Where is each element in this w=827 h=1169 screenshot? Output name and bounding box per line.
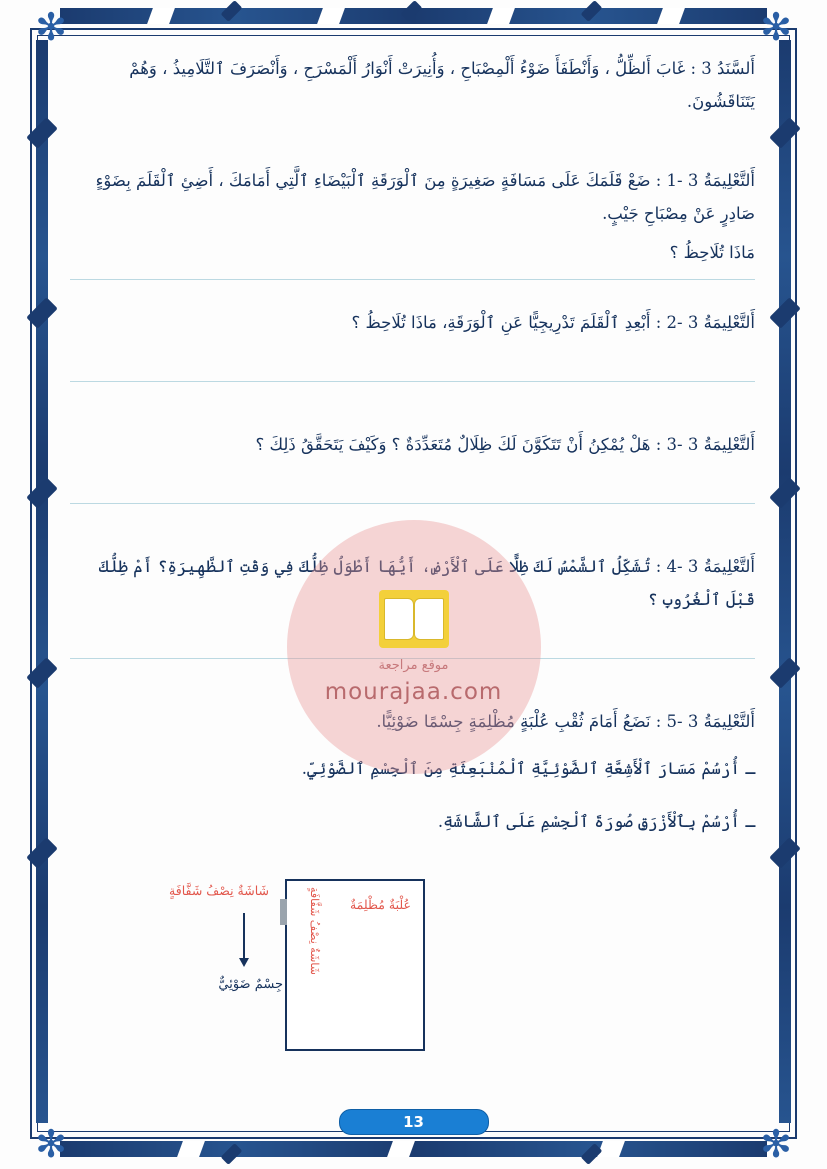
diamond-ornament [769,477,801,509]
bottom-ribbon [60,1141,767,1157]
ribbon-notch [147,8,175,24]
translucent-screen-label: شَاشَةٌ نِصْفُ شَفَّافَةٍ [169,883,269,898]
instruction-5: أَلتَّعْلِيمَةُ 3 -5 : نَضَعُ أَمَامَ ثُقْبِ عُلْبَةٍ مُظْلِمَةٍ جِسْمًا ضَوْئِيًّا. [376,712,755,731]
instruction-3: أَلتَّعْلِيمَةُ 3 -3 : هَلْ يُمْكِنُ أَنْ تَتَكَوَّنَ لَكَ ظِلَالٌ مُتَعَدِّدَةٌ ؟ وَكَيْفَ يَتَحَقَّقُ ذَلِكَ ؟ [255,435,755,454]
ribbon-notch [177,1141,205,1157]
corner-fan-icon: ✻ [760,1122,792,1166]
diamond-ornament [26,657,58,689]
instruction-2: أَلتَّعْلِيمَةُ 3 -2 : أَبْعِدِ ٱلْقَلَمَ تَدْرِيجِيًّا عَنِ ٱلْوَرَقَةِ، مَاذَا تُلَاحِظُ ؟ [351,313,755,332]
diamond-ornament [769,117,801,149]
ribbon-notch [387,1141,415,1157]
ribbon-notch [657,8,685,24]
spacer [70,382,755,428]
diamond-ornament [769,297,801,329]
right-vertical-bar [779,40,791,1123]
diamond-ornament [769,837,801,869]
page-number-container [0,1109,827,1135]
pointer-arrow-icon [243,913,245,965]
diamond-ornament [26,297,58,329]
task-1: ـ أُرْسُمْ مَسَارَ ٱلْأَشِعَّةِ ٱلضَّوْئِيَّةِ ٱلْمُنْبَعِثَةِ مِنَ ٱلْجِسْمِ ٱلضَّوْئِيِّ. [301,759,755,778]
diamond-ornament [26,477,58,509]
left-vertical-bar [36,40,48,1123]
support-paragraph: أَلسَّنَدُ 3 : غَابَ أَلظِّلُّ ، وَأَنْطَفَأَ ضَوْءُ أَلْمِصْبَاحِ ، وَأُنِيرَتْ أَنْوَارُ أَلْمَسْرَحِ ، وَأَنْصَرَفَ ٱلتَّلَامِيذُ ، وَهُمْ يَتَنَاقَشُونَ. [129,59,755,111]
corner-fan-icon: ✻ [35,5,67,49]
spacer [70,467,755,493]
watermark-subtitle: موقع مراجعة [378,657,449,673]
ribbon-notch [487,8,515,24]
spacer [70,504,755,550]
diamond-ornament [26,117,58,149]
spacer [70,345,755,371]
spacer [70,124,755,150]
corner-fan-icon: ✻ [35,1122,67,1166]
experiment-figure [167,873,497,1073]
spacer [70,622,755,648]
diamond-ornament [769,657,801,689]
spacer [70,744,755,752]
corner-fan-icon: ✻ [760,5,792,49]
spacer [70,280,755,306]
ribbon-notch [317,8,345,24]
translucent-screen-vertical-label: شَاشَةٌ نِصْفُ شَفَّافَةٍ [308,887,321,975]
spacer [70,791,755,805]
screen-strip [280,899,287,925]
diamond-ornament [26,837,58,869]
instruction-1-question: مَاذَا تُلَاحِظُ ؟ [669,243,755,262]
light-body-label: جِسْمٌ ضَوْئِيٌّ [218,977,283,992]
instruction-1: أَلتَّعْلِيمَةُ 3 -1 : ضَعْ قَلَمَكَ عَلَى مَسَافَةٍ صَغِيرَةٍ مِنَ ٱلْوَرَقَةِ ٱلْبَيْضَاءِ ٱلَّتِي أَمَامَكَ ، أَضِئِ ٱلْقَلَمَ بِضَوْءٍ صَادِرٍ عَنْ مِصْبَاحِ جَيْبٍ. [95,171,755,223]
spacer [70,659,755,705]
page-number-badge: 13 [339,1109,489,1135]
watermark-url: mourajaa.com [324,678,503,705]
instruction-4: أَلتَّعْلِيمَةُ 3 -4 : تُشَكِّلُ ٱلشَّمْسُ لَكَ ظِلًّا عَلَى ٱلْأَرْضِ، أَيُّهَا أَطْوَلُ ظِلُّكَ فِي وَقْتِ ٱلظَّهِيرَةِ؟ أَمْ ظِلُّكَ قَبْلَ ٱلْغُرُوبِ ؟ [98,557,755,609]
dark-box-shape [285,879,425,1051]
dark-box-label: عُلْبَةٌ مُظْلِمَةٌ [349,897,411,912]
task-2: ـ أُرْسُمْ بِٱلْأَزْرَقِ صُورَةَ ٱلْجِسْمِ عَلَى ٱلشَّاشَةِ. [437,812,755,831]
